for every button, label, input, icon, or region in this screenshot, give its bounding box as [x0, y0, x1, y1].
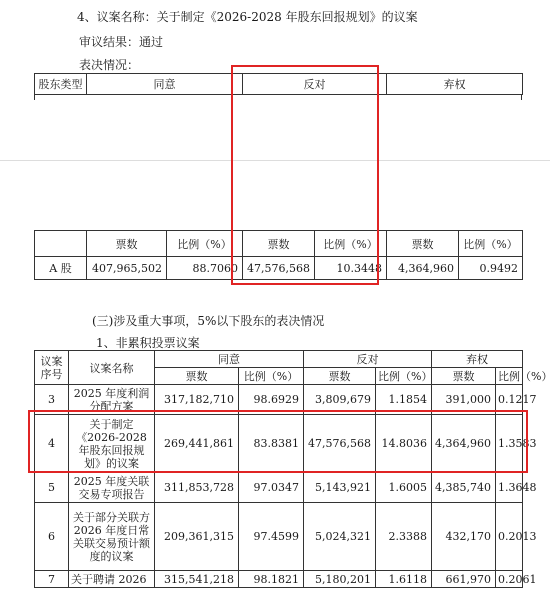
col-abstain: 弃权 — [387, 74, 523, 95]
non-cumulative-title: 1、非累积投票议案 — [96, 336, 200, 350]
col-shareholder-type: 股东类型 — [35, 74, 87, 95]
sub-votes: 票数 — [243, 231, 315, 257]
share-type-cell: A 股 — [35, 257, 87, 280]
table-row: A 股 407,965,502 88.7060 47,576,568 10.3448 4,364,960 0.9492 — [35, 257, 523, 280]
col-agree: 同意 — [87, 74, 243, 95]
col-against: 反对 — [243, 74, 387, 95]
col-against: 反对 — [304, 351, 432, 368]
section-3-title: (三)涉及重大事项，5%以下股东的表决情况 — [92, 314, 325, 328]
voting-table-body — [34, 230, 523, 280]
col-abstain: 弃权 — [432, 351, 523, 368]
table-row: 6 关于部分关联方 2026 年度日常关联交易预计额度的议案 209,361,315 97.4599 5,024,321 2.3388 432,170 0.2013 — [35, 503, 523, 571]
sub-votes: 票数 — [87, 231, 167, 257]
sub-ratio: 比例（%） — [459, 231, 523, 257]
table-row: 4 关于制定《2026-2028 年股东回报规划》的议案 269,441,861 83.8381 47,576,568 14.8036 4,364,960 1.3583 — [35, 415, 523, 473]
table-row: 5 2025 年度关联交易专项报告 311,853,728 97.0347 5,143,921 1.6005 4,385,740 1.3648 — [35, 473, 523, 503]
table-row: 7 关于聘请 2026 315,541,218 98.1821 5,180,201 1.6118 661,970 0.2061 — [35, 571, 523, 588]
table-row: 3 2025 年度利润分配方案 317,182,710 98.6929 3,809,679 1.1854 391,000 0.1217 — [35, 385, 523, 415]
vote-label: 表决情况： — [79, 58, 140, 72]
motion-4-title: 4、议案名称：关于制定《2026-2028 年股东回报规划》的议案 — [77, 10, 418, 24]
col-motion-name: 议案名称 — [69, 351, 155, 385]
sub-ratio: 比例（%） — [167, 231, 243, 257]
col-motion-no: 议案序号 — [35, 351, 69, 385]
sub-votes: 票数 — [387, 231, 459, 257]
col-agree: 同意 — [155, 351, 304, 368]
page-break-line — [0, 160, 550, 161]
sub-ratio: 比例（%） — [315, 231, 387, 257]
motion-4-result: 审议结果：通过 — [79, 35, 164, 49]
voting-table-header — [34, 73, 523, 95]
minority-voting-table: 议案序号 议案名称 同意 反对 弃权 票数 比例（%） 票数 比例（%） 票数 比例（%） 3 2025 年度利润分配方案 317,182,710 98.6929 3,809,679 1.1854 391,000 0.1217 4 关于制定《2026-2028 年股东回报规划》的议案 269,441,861 83.8381 47,576,568 14.8036 4,364,960 1.3583 5 2025 年度关联交易专项报告 311,853,728 97.0347 5,143,921 1.6005 4,385,740 1.3648 6 关于部分关联方 2026 年度日常关联交易预计额度的议案 209,361,315 97.4599 5,024,321 2.3388 432,170 0.2013 7 关于聘请 2026 315,541,218 98.1821 5,180,201 1.6118 661,970 0.2061 — [34, 350, 523, 588]
